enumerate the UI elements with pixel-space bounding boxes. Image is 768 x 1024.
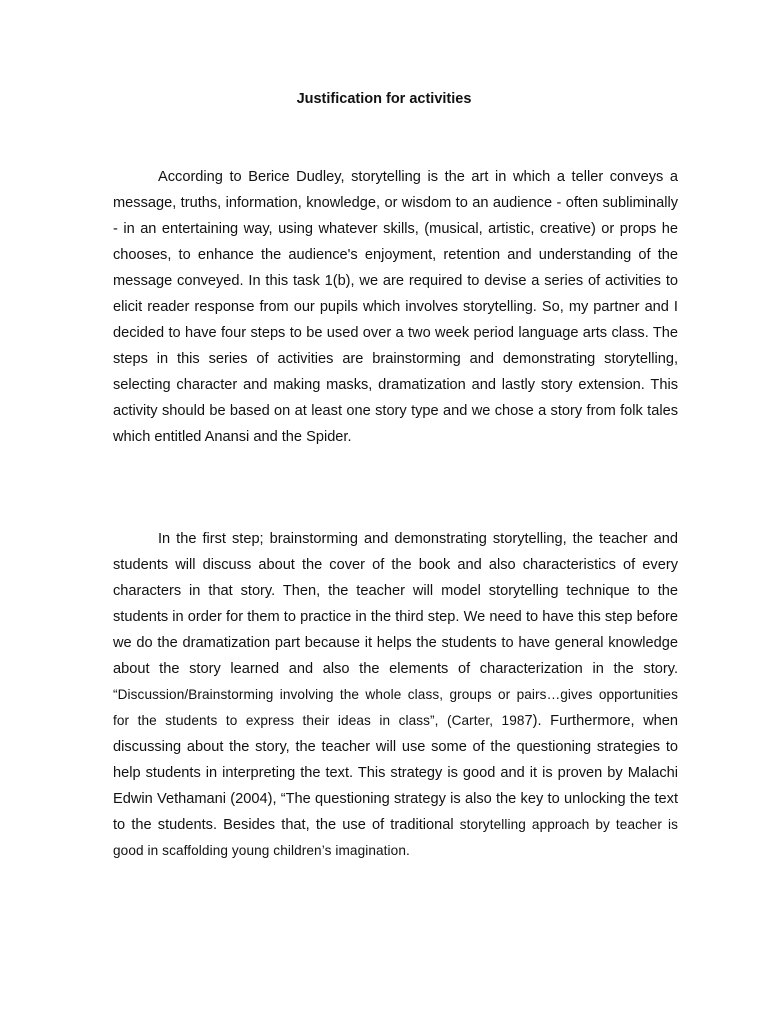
paragraph-1: According to Berice Dudley, storytelling is the art in which a teller conveys a message, truths, information, knowledge, or wisdom to an audience - often subliminally - in an entertaining way, using whatever skills, (musical, artistic, creative) or props he chooses, to enhance the audience's enjoyment, retention and understanding of the message conveyed. In this task 1(b), we are required to devise a series of activities to elicit reader response from our pupils which involves storytelling. So, my partner and I decided to have four steps to be used over a two week period language arts class. The steps in this series of activities are brainstorming and demonstrating storytelling, selecting character and making masks, dramatization and lastly story extension. This activity should be based on at least one story type and we chose a story from folk tales which entitled Anansi and the Spider. — [113, 169, 678, 445]
document-title: Justification for activities — [296, 91, 472, 107]
citation-quote-carter: “Discussion/Brainstorming involving the whole class, groups or pairs…gives opportunities for the students to express their ideas in class”, (Carter, 198 — [113, 687, 678, 728]
paragraph-2-text-a: In the first step; brainstorming and demonstrating storytelling, the teacher and students will discuss about the cover of the book and also characteristics of every characters in that story. Then, the teacher will model storytelling technique to the students in order for them to practice in the third step. We need to have this step before we do the dramatization part because it helps the students to have general knowledge about the story learned and also the elements of characterization in the story. — [113, 531, 678, 677]
citation-quote-scaffolding: storytelling approach by teacher is good in scaffolding young children’s imagination. — [113, 817, 678, 858]
paragraph-2-text-b: 7). Furthermore, when discussing about the story, the teacher will use some of the questioning strategies to help students in interpreting the text. This strategy is good and it is proven by Malachi Edwin Vethamani (2004), “The questioning strategy is also the key to unlocking the text to the students. Besides that, the use of traditional — [113, 713, 678, 833]
paragraph-2 — [113, 526, 678, 864]
